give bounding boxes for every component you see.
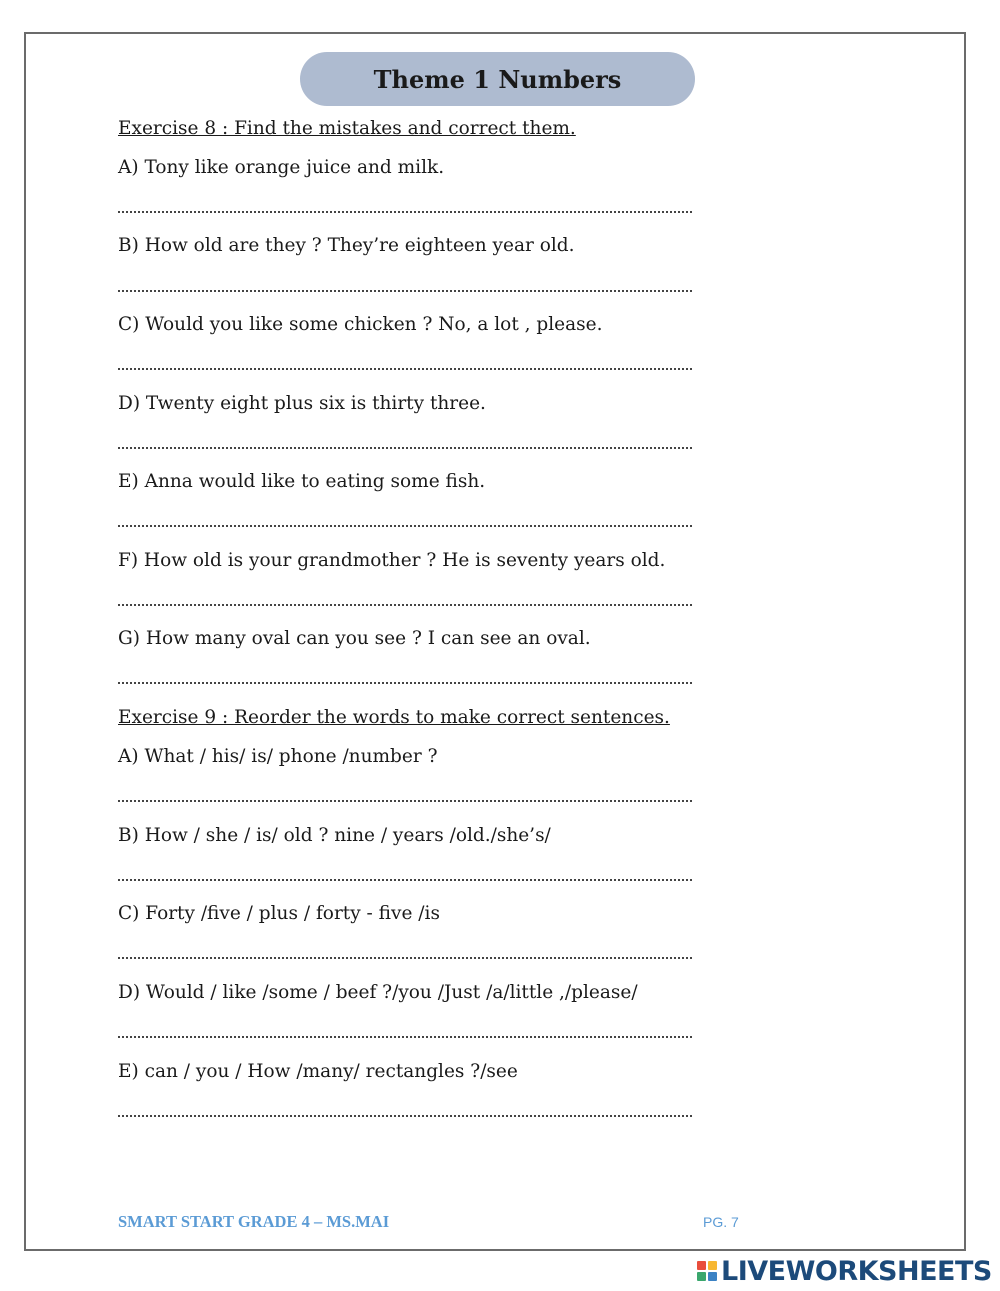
answer-line-8b[interactable]: [118, 288, 692, 292]
footer-page-number: PG. 7: [703, 1214, 739, 1230]
exercise-8-item-d: D) Twenty eight plus six is thirty three.: [118, 393, 486, 414]
exercise-9-item-a: A) What / his/ is/ phone /number ?: [118, 746, 438, 767]
liveworksheets-logo[interactable]: [697, 1256, 992, 1286]
logo-square-red: [697, 1261, 706, 1270]
exercise-8-heading: Exercise 8 : Find the mistakes and correct them.: [118, 118, 576, 139]
logo-square-blue: [708, 1272, 717, 1281]
logo-square-yellow: [708, 1261, 717, 1270]
answer-line-9b[interactable]: [118, 877, 692, 881]
answer-line-9e[interactable]: [118, 1113, 692, 1117]
answer-line-8e[interactable]: [118, 523, 692, 527]
answer-line-8f[interactable]: [118, 602, 692, 606]
answer-line-8d[interactable]: [118, 445, 692, 449]
exercise-9-heading: Exercise 9 : Reorder the words to make correct sentences.: [118, 707, 670, 728]
exercise-8-item-b: B) How old are they ? They’re eighteen year old.: [118, 235, 575, 256]
exercise-8-item-c: C) Would you like some chicken ? No, a lot , please.: [118, 314, 603, 335]
exercise-8-item-g: G) How many oval can you see ? I can see an oval.: [118, 628, 591, 649]
liveworksheets-logo-text: LIVEWORKSHEETS: [721, 1255, 992, 1287]
answer-line-9c[interactable]: [118, 955, 692, 959]
logo-square-green: [697, 1272, 706, 1281]
exercise-9-item-c: C) Forty /five / plus / forty - five /is: [118, 903, 440, 924]
exercise-8-item-f: F) How old is your grandmother ? He is seventy years old.: [118, 550, 666, 571]
page-title-text: Theme 1 Numbers: [373, 64, 622, 94]
exercise-9-item-e: E) can / you / How /many/ rectangles ?/see: [118, 1061, 518, 1082]
answer-line-9a[interactable]: [118, 798, 692, 802]
footer-course: SMART START GRADE 4 – MS.MAI: [118, 1212, 390, 1231]
exercise-8-item-a: A) Tony like orange juice and milk.: [118, 157, 445, 178]
liveworksheets-logo-icon: [697, 1261, 717, 1281]
page-title: [300, 52, 695, 106]
answer-line-8g[interactable]: [118, 680, 692, 684]
answer-line-9d[interactable]: [118, 1034, 692, 1038]
answer-line-8c[interactable]: [118, 366, 692, 370]
answer-line-8a[interactable]: [118, 209, 692, 213]
exercise-9-item-b: B) How / she / is/ old ? nine / years /old./she’s/: [118, 825, 551, 846]
exercise-8-item-e: E) Anna would like to eating some fish.: [118, 471, 486, 492]
exercise-9-item-d: D) Would / like /some / beef ?/you /Just /a/little ,/please/: [118, 982, 638, 1003]
